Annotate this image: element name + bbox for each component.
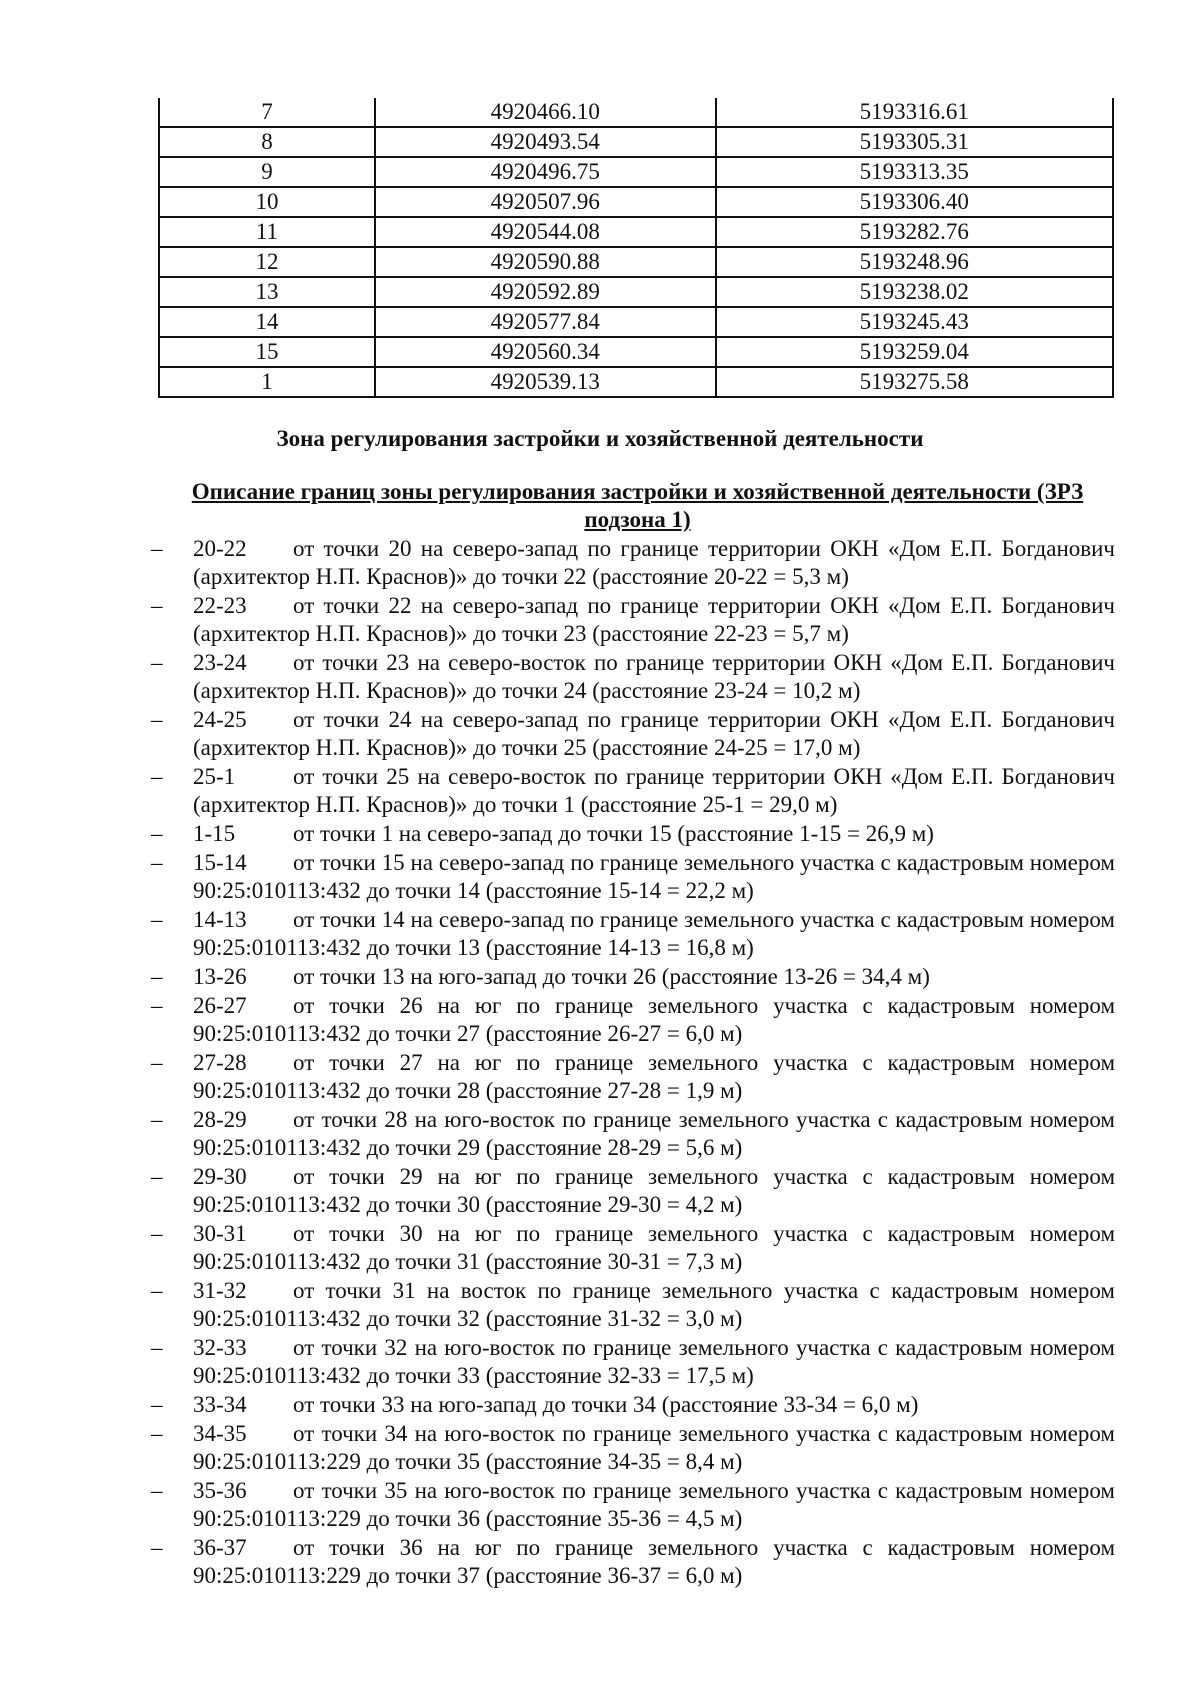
section-heading: Описание границ зоны регулирования застройки и хозяйственной деятельности (ЗРЗ подзона 1) — [191, 479, 1084, 532]
segment-code: 29-30 — [193, 1164, 247, 1189]
list-item — [151, 1334, 1115, 1390]
segment-description: от точки 27 на юг по границе земельного участка с кадастровым номером 90:25:010113:432 до точки 28 (расстояние 27-28 = 1,9 м) — [193, 1050, 1115, 1103]
list-item — [151, 1391, 1115, 1419]
point-number: 14 — [159, 307, 375, 337]
coord-x: 4920539.13 — [375, 367, 716, 397]
list-item — [151, 1477, 1115, 1533]
segment-description: от точки 34 на юго-восток по границе земельного участка с кадастровым номером 90:25:010113:229 до точки 35 (расстояние 34-35 = 8,4 м) — [193, 1421, 1115, 1474]
coord-x: 4920592.89 — [375, 277, 716, 307]
dash-bullet: – — [151, 907, 163, 932]
segment-code: 13-26 — [193, 964, 247, 989]
segment-description: от точки 23 на северо-восток по границе территории ОКН «Дом Е.П. Богданович (архитектор Н.П. Краснов)» до точки 24 (расстояние 23-24 = 10,2 м) — [193, 650, 1115, 703]
segment-code: 35-36 — [193, 1478, 247, 1503]
segment-description: от точки 22 на северо-запад по границе территории ОКН «Дом Е.П. Богданович (архитектор Н.П. Краснов)» до точки 23 (расстояние 22-23 = 5,7 м) — [193, 593, 1115, 646]
segment-description: от точки 29 на юг по границе земельного участка с кадастровым номером 90:25:010113:432 до точки 30 (расстояние 29-30 = 4,2 м) — [193, 1164, 1115, 1217]
coord-x: 4920544.08 — [375, 217, 716, 247]
point-number: 12 — [159, 247, 375, 277]
table-row — [159, 127, 1113, 157]
dash-bullet: – — [151, 821, 163, 846]
list-item — [151, 1163, 1115, 1219]
segment-description: от точки 28 на юго-восток по границе земельного участка с кадастровым номером 90:25:010113:432 до точки 29 (расстояние 28-29 = 5,6 м) — [193, 1107, 1115, 1160]
dash-bullet: – — [151, 1535, 163, 1560]
list-item — [151, 535, 1115, 591]
segment-code: 26-27 — [193, 993, 247, 1018]
dash-bullet: – — [151, 593, 163, 618]
segment-code: 33-34 — [193, 1392, 247, 1417]
table-row — [159, 247, 1113, 277]
list-item — [151, 1049, 1115, 1105]
dash-bullet: – — [151, 1107, 163, 1132]
segment-description: от точки 33 на юго-запад до точки 34 (расстояние 33-34 = 6,0 м) — [293, 1392, 919, 1417]
segment-description: от точки 14 на северо-запад по границе земельного участка с кадастровым номером 90:25:010113:432 до точки 13 (расстояние 14-13 = 16,8 м) — [193, 907, 1115, 960]
list-item — [151, 1420, 1115, 1476]
coord-x: 4920466.10 — [375, 98, 716, 127]
dash-bullet: – — [151, 964, 163, 989]
segment-code: 1-15 — [193, 821, 236, 846]
dash-bullet: – — [151, 650, 163, 675]
coord-x: 4920493.54 — [375, 127, 716, 157]
list-item — [151, 1220, 1115, 1276]
table-row — [159, 367, 1113, 397]
coord-y: 5193245.43 — [716, 307, 1113, 337]
segment-code: 32-33 — [193, 1335, 247, 1360]
coord-x: 4920577.84 — [375, 307, 716, 337]
segment-code: 31-32 — [193, 1278, 247, 1303]
coord-y: 5193282.76 — [716, 217, 1113, 247]
list-item — [151, 849, 1115, 905]
dash-bullet: – — [151, 1221, 163, 1246]
segment-code: 36-37 — [193, 1535, 247, 1560]
point-number: 15 — [159, 337, 375, 367]
dash-bullet: – — [151, 993, 163, 1018]
segment-code: 14-13 — [193, 907, 247, 932]
segment-code: 34-35 — [193, 1421, 247, 1446]
segment-description: от точки 15 на северо-запад по границе земельного участка с кадастровым номером 90:25:010113:432 до точки 14 (расстояние 15-14 = 22,2 м) — [193, 850, 1115, 903]
segment-code: 25-1 — [193, 764, 236, 789]
point-number: 13 — [159, 277, 375, 307]
segment-code: 30-31 — [193, 1221, 247, 1246]
coord-x: 4920507.96 — [375, 187, 716, 217]
list-item — [151, 963, 1115, 991]
coord-x: 4920590.88 — [375, 247, 716, 277]
dash-bullet: – — [151, 764, 163, 789]
point-number: 9 — [159, 157, 375, 187]
segment-description: от точки 35 на юго-восток по границе земельного участка с кадастровым номером 90:25:010113:229 до точки 36 (расстояние 35-36 = 4,5 м) — [193, 1478, 1115, 1531]
table-row — [159, 217, 1113, 247]
dash-bullet: – — [151, 850, 163, 875]
dash-bullet: – — [151, 1478, 163, 1503]
list-item — [151, 992, 1115, 1048]
list-item — [151, 649, 1115, 705]
segment-description: от точки 36 на юг по границе земельного участка с кадастровым номером 90:25:010113:229 до точки 37 (расстояние 36-37 = 6,0 м) — [193, 1535, 1115, 1588]
point-number: 8 — [159, 127, 375, 157]
segment-description: от точки 25 на северо-восток по границе территории ОКН «Дом Е.П. Богданович (архитектор Н.П. Краснов)» до точки 1 (расстояние 25-1 = 29,0 м) — [193, 764, 1115, 817]
coord-y: 5193248.96 — [716, 247, 1113, 277]
coord-y: 5193238.02 — [716, 277, 1113, 307]
dash-bullet: – — [151, 1278, 163, 1303]
segment-description: от точки 24 на северо-запад по границе территории ОКН «Дом Е.П. Богданович (архитектор Н.П. Краснов)» до точки 25 (расстояние 24-25 = 17,0 м) — [193, 707, 1115, 760]
list-item — [151, 820, 1115, 848]
coord-x: 4920496.75 — [375, 157, 716, 187]
table-row — [159, 157, 1113, 187]
segment-description: от точки 1 на северо-запад до точки 15 (расстояние 1-15 = 26,9 м) — [293, 821, 934, 846]
segment-code: 15-14 — [193, 850, 247, 875]
boundary-description-list — [0, 535, 1200, 1591]
dash-bullet: – — [151, 1421, 163, 1446]
segment-code: 23-24 — [193, 650, 247, 675]
dash-bullet: – — [151, 707, 163, 732]
coord-y: 5193305.31 — [716, 127, 1113, 157]
coord-y: 5193306.40 — [716, 187, 1113, 217]
point-number: 1 — [159, 367, 375, 397]
list-item — [151, 706, 1115, 762]
segment-description: от точки 32 на юго-восток по границе земельного участка с кадастровым номером 90:25:010113:432 до точки 33 (расстояние 32-33 = 17,5 м) — [193, 1335, 1115, 1388]
segment-description: от точки 30 на юг по границе земельного участка с кадастровым номером 90:25:010113:432 до точки 31 (расстояние 30-31 = 7,3 м) — [193, 1221, 1115, 1274]
point-number: 7 — [159, 98, 375, 127]
list-item — [151, 592, 1115, 648]
table-row — [159, 187, 1113, 217]
table-row — [159, 98, 1113, 127]
list-item — [151, 1106, 1115, 1162]
segment-description: от точки 26 на юг по границе земельного участка с кадастровым номером 90:25:010113:432 до точки 27 (расстояние 26-27 = 6,0 м) — [193, 993, 1115, 1046]
dash-bullet: – — [151, 1392, 163, 1417]
point-number: 11 — [159, 217, 375, 247]
list-item — [151, 906, 1115, 962]
segment-description: от точки 20 на северо-запад по границе территории ОКН «Дом Е.П. Богданович (архитектор Н.П. Краснов)» до точки 22 (расстояние 20-22 = 5,3 м) — [193, 536, 1115, 589]
dash-bullet: – — [151, 1050, 163, 1075]
list-item — [151, 1277, 1115, 1333]
segment-code: 24-25 — [193, 707, 247, 732]
table-row — [159, 277, 1113, 307]
dash-bullet: – — [151, 1164, 163, 1189]
dash-bullet: – — [151, 1335, 163, 1360]
coord-y: 5193316.61 — [716, 98, 1113, 127]
segment-code: 20-22 — [193, 536, 247, 561]
segment-code: 22-23 — [193, 593, 247, 618]
table-row — [159, 307, 1113, 337]
list-item — [151, 763, 1115, 819]
list-item — [151, 1534, 1115, 1590]
zone-title: Зона регулирования застройки и хозяйственной деятельности — [276, 426, 924, 451]
coord-y: 5193275.58 — [716, 367, 1113, 397]
dash-bullet: – — [151, 536, 163, 561]
coord-y: 5193313.35 — [716, 157, 1113, 187]
segment-description: от точки 13 на юго-запад до точки 26 (расстояние 13-26 = 34,4 м) — [293, 964, 930, 989]
coordinates-table — [158, 98, 1114, 398]
segment-code: 28-29 — [193, 1107, 247, 1132]
segment-description: от точки 31 на восток по границе земельного участка с кадастровым номером 90:25:010113:432 до точки 32 (расстояние 31-32 = 3,0 м) — [193, 1278, 1115, 1331]
coord-y: 5193259.04 — [716, 337, 1113, 367]
table-row — [159, 337, 1113, 367]
coordinates-table-body — [159, 98, 1113, 397]
point-number: 10 — [159, 187, 375, 217]
segment-code: 27-28 — [193, 1050, 247, 1075]
coord-x: 4920560.34 — [375, 337, 716, 367]
